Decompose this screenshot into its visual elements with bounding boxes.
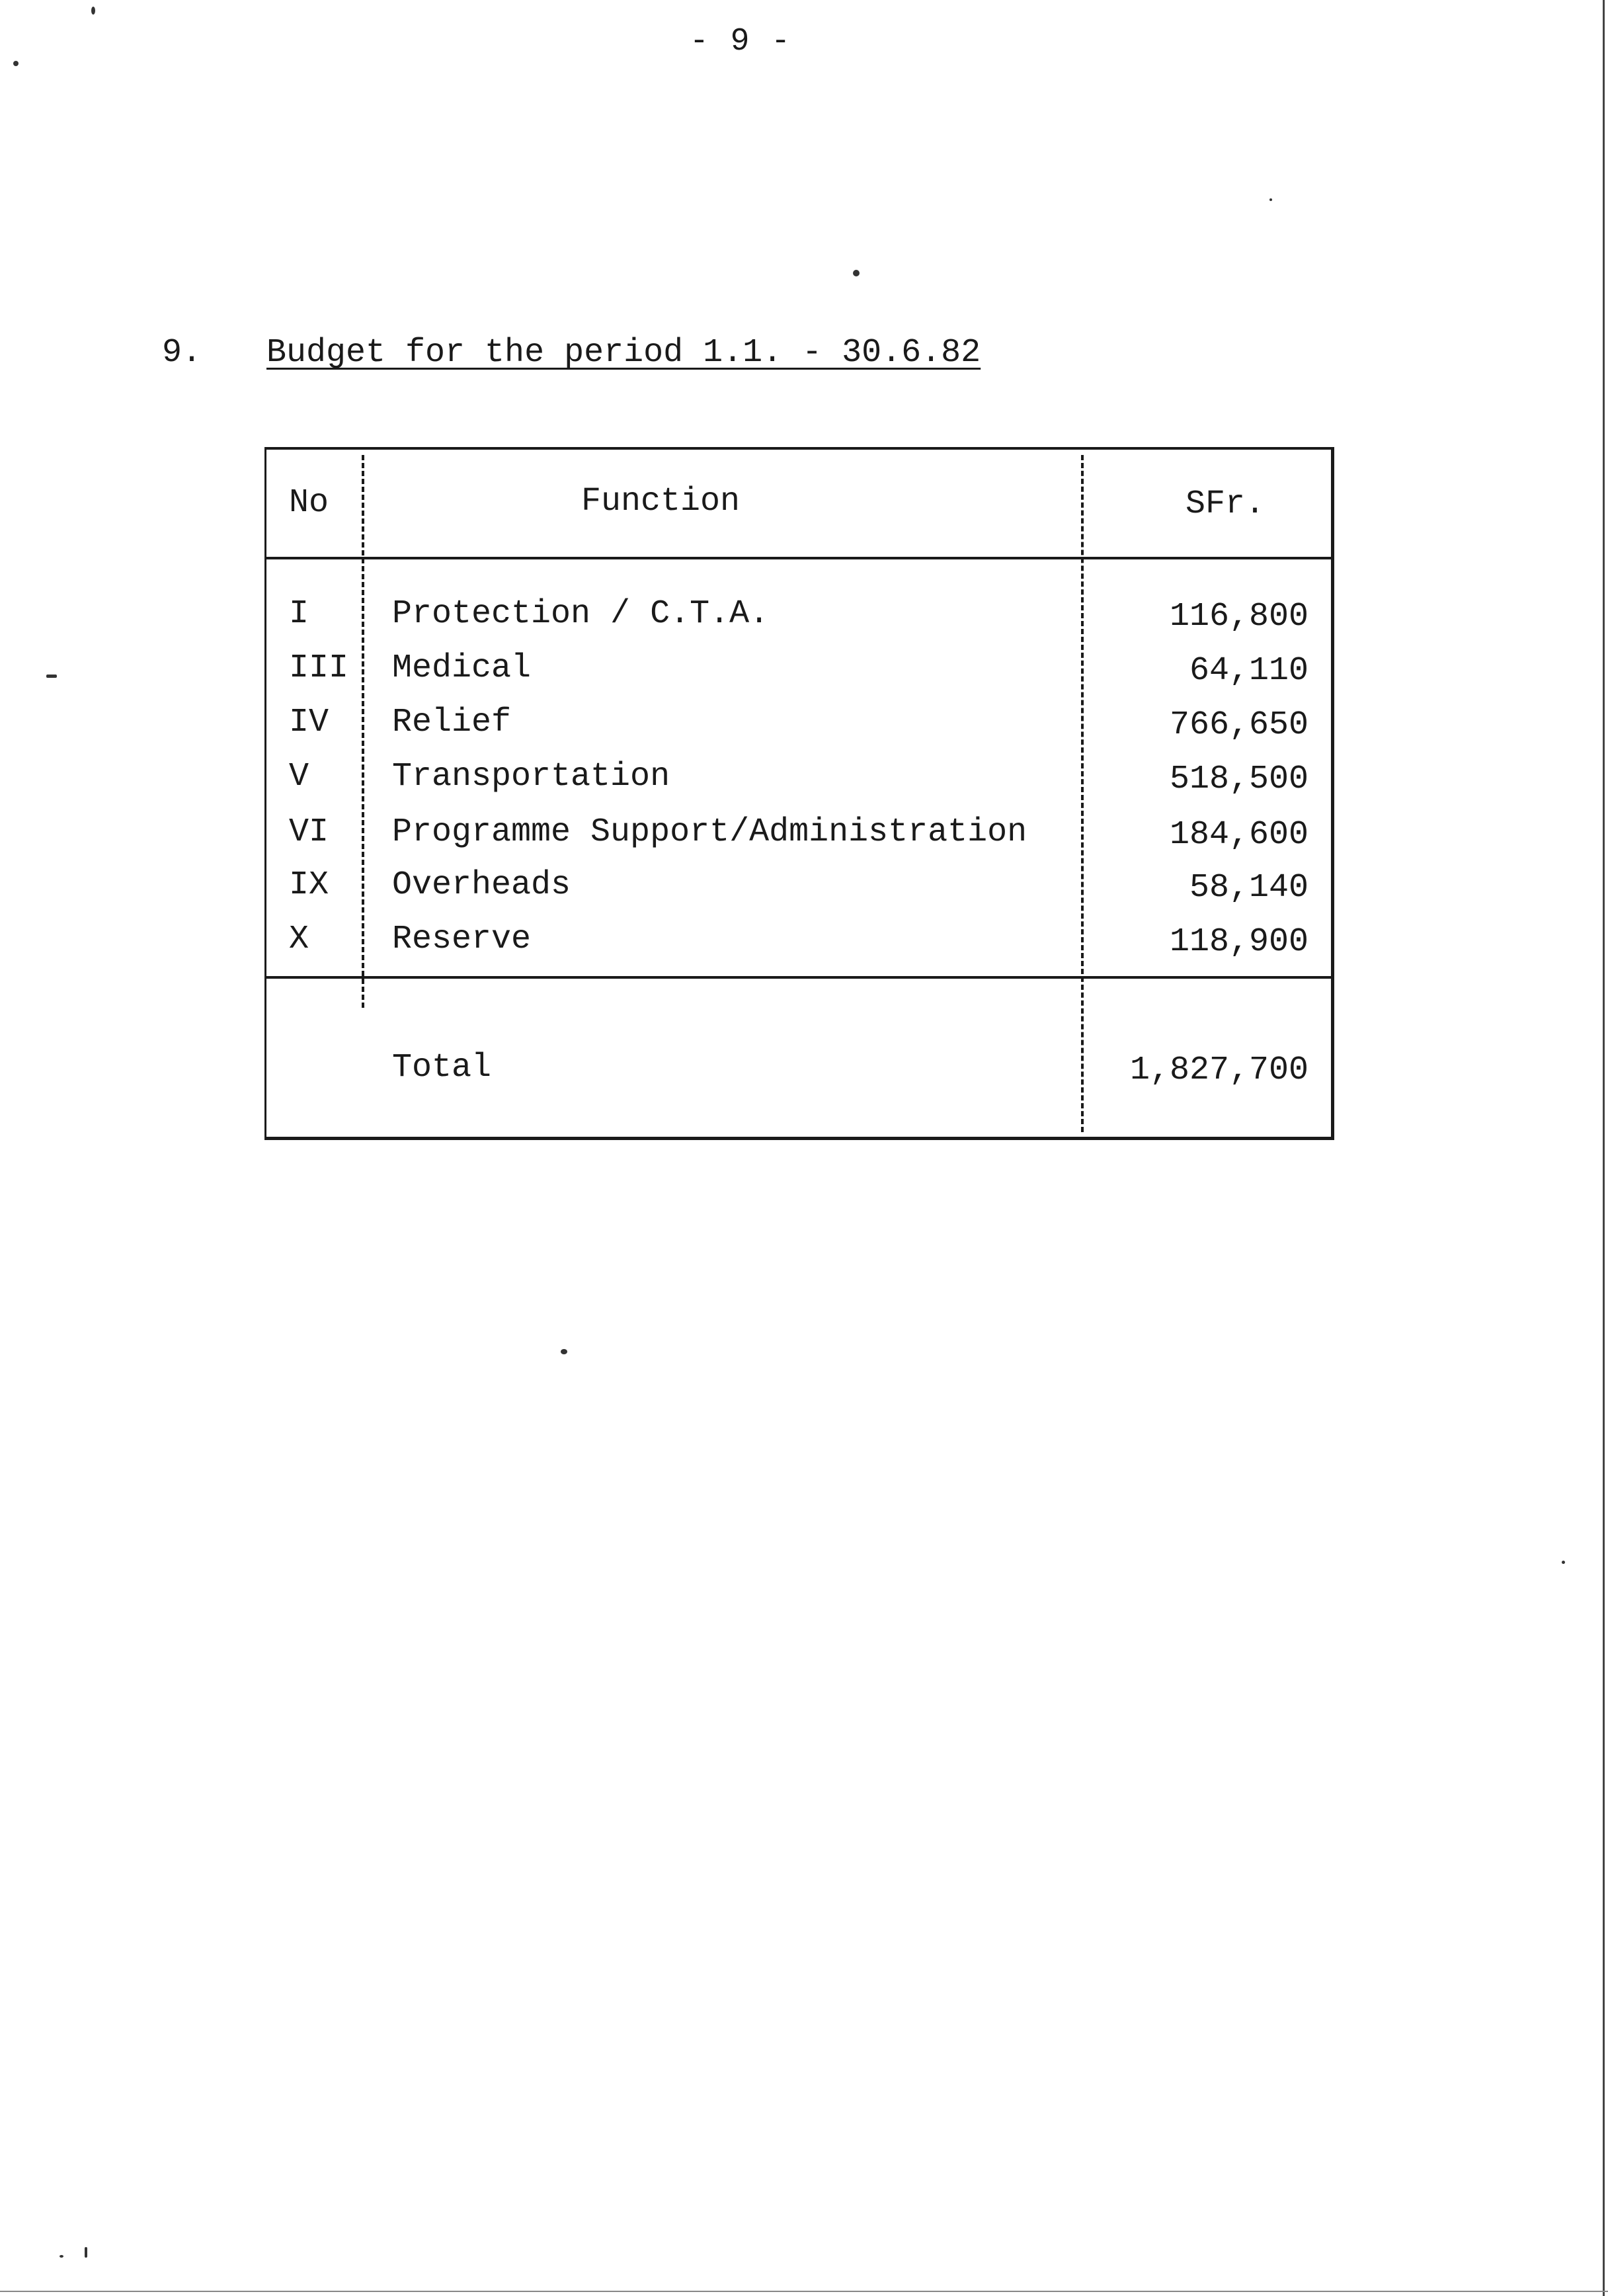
row-amount: 64,110 <box>1189 652 1308 690</box>
row-amount: 116,800 <box>1169 598 1308 636</box>
row-function: Programme Support/Administration <box>392 813 1027 851</box>
scan-speck <box>1562 1561 1565 1564</box>
total-label: Total <box>392 1049 492 1086</box>
total-amount: 1,827,700 <box>1129 1051 1308 1089</box>
scan-speck <box>1269 198 1272 201</box>
row-no: IX <box>289 866 329 904</box>
scan-speck <box>13 61 19 66</box>
page-number: - 9 - <box>689 24 792 60</box>
scan-speck <box>853 270 860 276</box>
budget-table <box>264 447 1334 1140</box>
header-rule <box>266 557 1331 559</box>
row-function: Relief <box>392 704 512 741</box>
row-function: Overheads <box>392 866 571 904</box>
section-number: 9. <box>162 334 202 372</box>
row-function: Medical <box>392 649 532 687</box>
scan-speck <box>46 675 57 678</box>
scan-edge-bottom <box>0 2291 1608 2292</box>
scan-speck <box>561 1349 567 1354</box>
row-no: III <box>289 649 349 687</box>
row-no: I <box>289 595 309 633</box>
scan-edge-right <box>1603 0 1605 2296</box>
row-function: Reserve <box>392 921 532 958</box>
row-amount: 518,500 <box>1169 760 1308 798</box>
row-no: X <box>289 921 309 958</box>
row-amount: 184,600 <box>1169 816 1308 854</box>
scan-speck <box>60 2255 63 2258</box>
row-no: IV <box>289 704 329 741</box>
row-amount: 58,140 <box>1189 869 1308 907</box>
header-function: Function <box>581 483 741 520</box>
scan-speck <box>85 2247 87 2258</box>
row-no: V <box>289 758 309 796</box>
scan-speck <box>91 7 95 15</box>
total-rule <box>266 976 1331 979</box>
row-function: Transportation <box>392 758 670 796</box>
column-divider-no <box>362 455 364 1008</box>
row-function: Protection / C.T.A. <box>392 595 770 633</box>
row-amount: 118,900 <box>1169 923 1308 961</box>
row-amount: 766,650 <box>1169 706 1308 744</box>
section-heading <box>162 334 981 372</box>
section-title: Budget for the period 1.1. - 30.6.82 <box>266 334 981 372</box>
header-amount: SFr. <box>1186 485 1266 523</box>
header-no: No <box>289 484 329 522</box>
row-no: VI <box>289 813 329 851</box>
